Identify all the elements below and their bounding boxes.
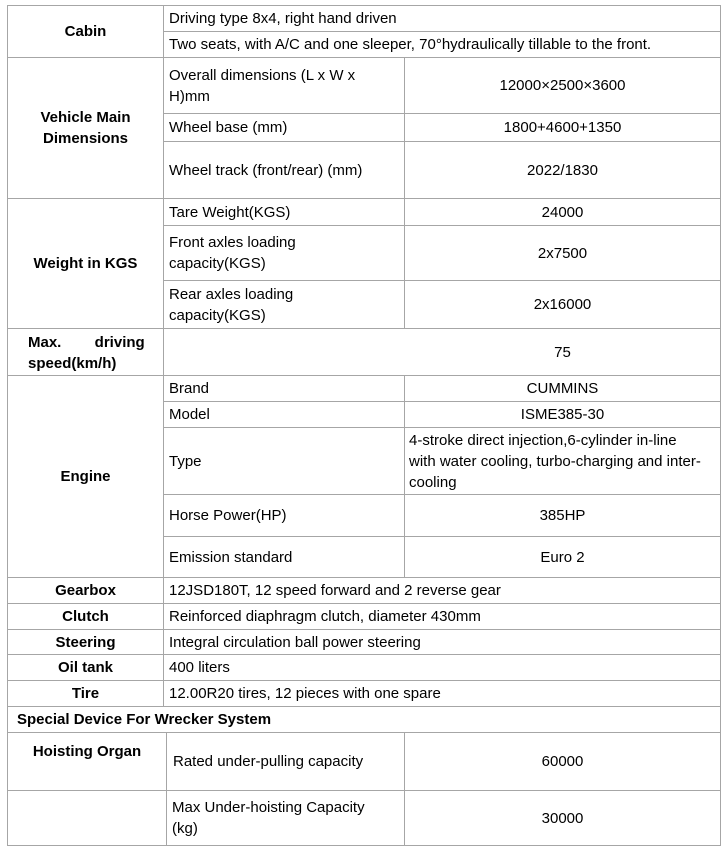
tare-weight-label: Tare Weight(KGS) — [163, 198, 405, 226]
max-speed-label-line1: Max. driving — [28, 334, 145, 351]
engine-brand-value: CUMMINS — [404, 375, 721, 402]
overall-dimensions-value: 12000×2500×3600 — [404, 57, 721, 114]
weight-label: Weight in KGS — [7, 198, 164, 329]
rated-under-pulling-label: Rated under-pulling capacity — [166, 732, 405, 791]
oil-tank-value: 400 liters — [163, 654, 721, 681]
cabin-value-2: Two seats, with A/C and one sleeper, 70°hydraulically tillable to the front. — [163, 31, 721, 58]
engine-model-value: ISME385-30 — [404, 401, 721, 428]
front-axles-label: Front axles loading capacity(KGS) — [163, 225, 405, 281]
tire-value: 12.00R20 tires, 12 pieces with one spare — [163, 680, 721, 707]
rated-under-pulling-value: 60000 — [404, 732, 721, 791]
emission-standard-value: Euro 2 — [404, 536, 721, 578]
wheel-track-value: 2022/1830 — [404, 141, 721, 199]
steering-label: Steering — [7, 629, 164, 655]
max-speed-value: 75 — [163, 328, 721, 376]
hoisting-organ-continuation — [7, 790, 167, 846]
special-device-heading: Special Device For Wrecker System — [7, 706, 721, 733]
wheel-base-value: 1800+4600+1350 — [404, 113, 721, 142]
engine-type-value: 4-stroke direct injection,6-cylinder in-line with water cooling, turbo-charging and inter-cooling — [404, 427, 721, 495]
clutch-value: Reinforced diaphragm clutch, diameter 430mm — [163, 603, 721, 630]
cabin-value-1: Driving type 8x4, right hand driven — [163, 5, 721, 32]
wheel-base-label: Wheel base (mm) — [163, 113, 405, 142]
overall-dimensions-label: Overall dimensions (L x W x H)mm — [163, 57, 405, 114]
max-under-hoisting-value: 30000 — [404, 790, 721, 846]
rear-axles-value: 2x16000 — [404, 280, 721, 329]
tire-label: Tire — [7, 680, 164, 707]
dimensions-label: Vehicle Main Dimensions — [7, 57, 164, 199]
max-speed-label-line2: speed(km/h) — [28, 355, 117, 372]
engine-model-label: Model — [163, 401, 405, 428]
gearbox-value: 12JSD180T, 12 speed forward and 2 reverse gear — [163, 577, 721, 604]
max-speed-label — [7, 328, 164, 376]
rear-axles-label: Rear axles loading capacity(KGS) — [163, 280, 405, 329]
horse-power-label: Horse Power(HP) — [163, 494, 405, 537]
gearbox-label: Gearbox — [7, 577, 164, 604]
emission-standard-label: Emission standard — [163, 536, 405, 578]
tare-weight-value: 24000 — [404, 198, 721, 226]
cabin-label: Cabin — [7, 5, 164, 58]
oil-tank-label: Oil tank — [7, 654, 164, 681]
wheel-track-label: Wheel track (front/rear) (mm) — [163, 141, 405, 199]
horse-power-value: 385HP — [404, 494, 721, 537]
engine-label: Engine — [7, 375, 164, 578]
engine-brand-label: Brand — [163, 375, 405, 402]
steering-value: Integral circulation ball power steering — [163, 629, 721, 655]
max-under-hoisting-label: Max Under-hoisting Capacity (kg) — [166, 790, 405, 846]
engine-type-label: Type — [163, 427, 405, 495]
hoisting-organ-label: Hoisting Organ — [7, 732, 167, 791]
front-axles-value: 2x7500 — [404, 225, 721, 281]
clutch-label: Clutch — [7, 603, 164, 630]
